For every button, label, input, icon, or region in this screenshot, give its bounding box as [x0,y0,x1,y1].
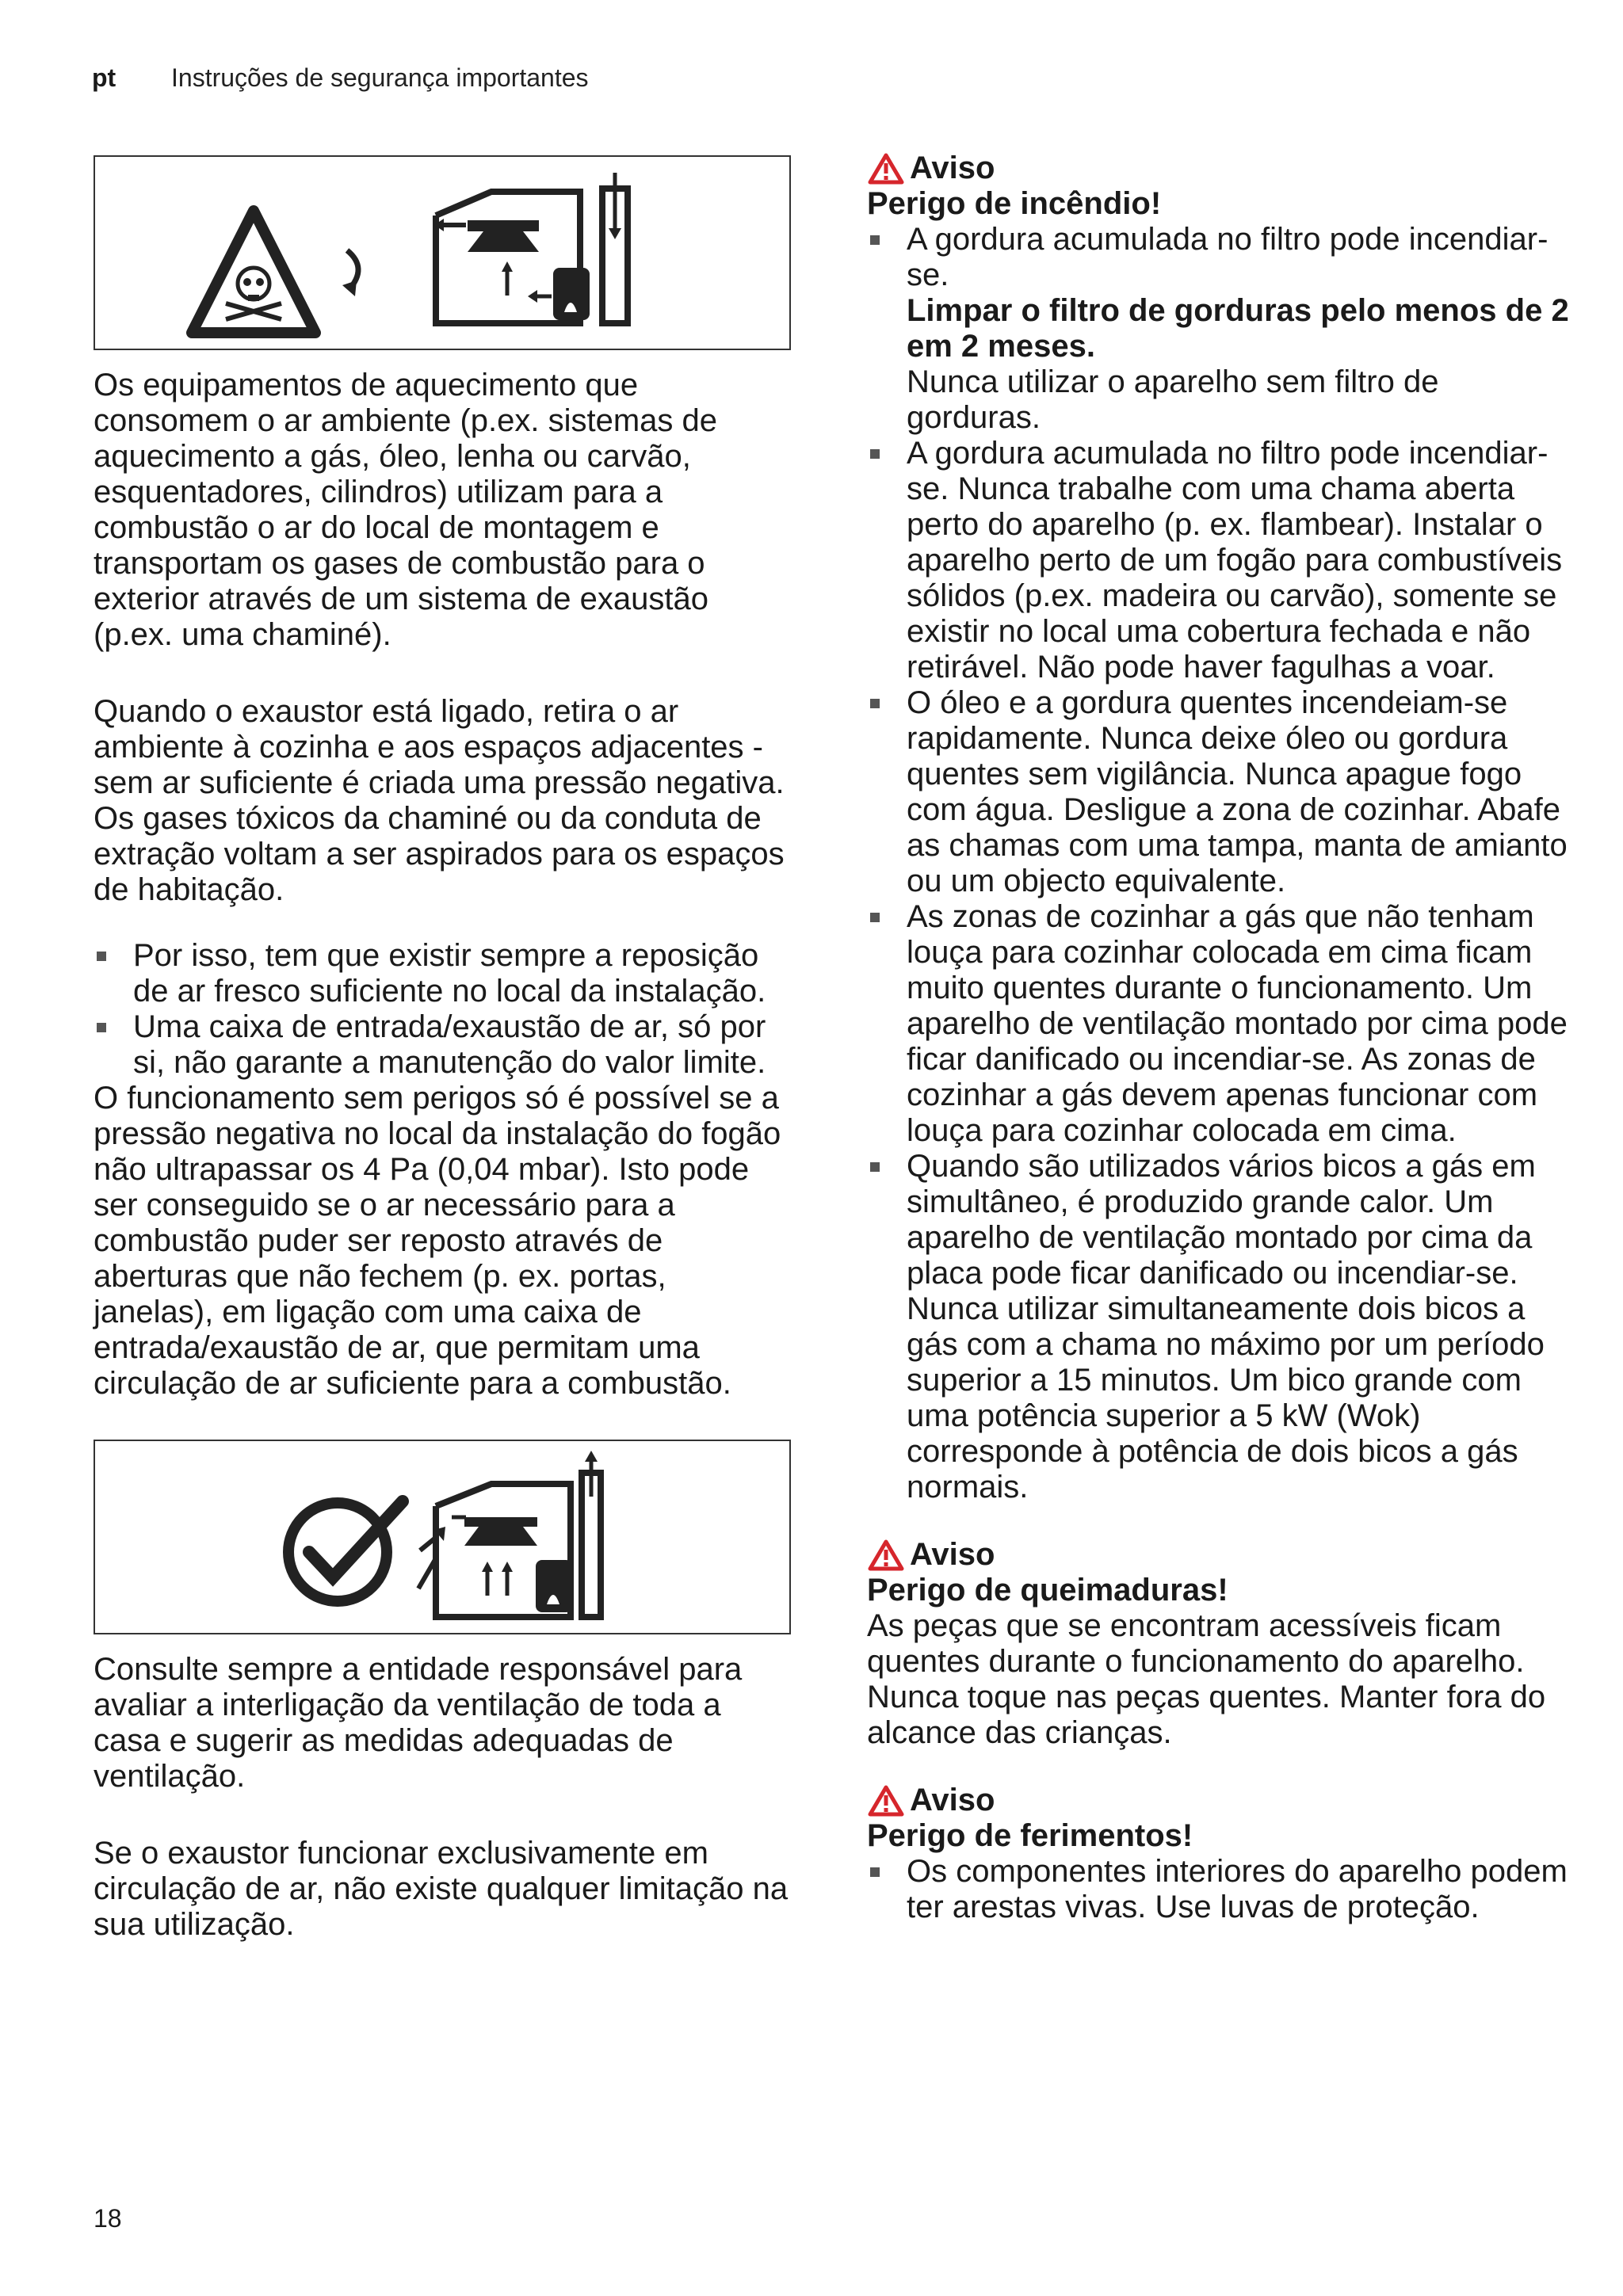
warning-injury [867,1783,1572,1925]
warning-injury-list [867,1854,1572,1925]
list-item: Os componentes interiores do aparelho podem ter arestas vivas. Use luvas de proteção. [867,1854,1572,1925]
warning-heading: Aviso [867,1783,1572,1818]
figure-correct-ventilation [94,1440,791,1634]
warning-fire-list [867,222,1572,1505]
list-item: A gordura acumulada no filtro pode incendiar-se. Limpar o filtro de gorduras pelo menos de 2 em 2 meses. Nunca utilizar o aparelho sem filtro de gorduras. [867,222,1572,436]
warning-title: Perigo de ferimentos! [867,1818,1193,1853]
bullet-square-icon [870,1867,880,1877]
left-column [94,155,791,1943]
language-code: pt [92,63,116,92]
bullet-square-icon [97,1023,106,1032]
warning-heading: Aviso [867,1537,1572,1573]
bullet-square-icon [870,1162,880,1172]
page-header [92,63,589,93]
house-illustration [434,173,628,323]
bullet-square-icon [870,449,880,459]
list-item: O óleo e a gordura quentes incendeiam-se rapidamente. Nunca deixe óleo ou gordura quentes sem vigilância. Nunca apague fogo com água. Desligue a zona de cozinhar. Abafe as chamas com uma tampa, manta de amianto ou um objecto equivalente. [867,685,1572,899]
paragraph-recirculation: Se o exaustor funcionar exclusivamente em circulação de ar, não existe qualquer limitação na sua utilização. [94,1836,789,1942]
bullet-square-icon [870,699,880,708]
list-item: As zonas de cozinhar a gás que não tenham louça para cozinhar colocada em cima ficam muito quentes durante o funcionamento. Um aparelho de ventilação montado por cima pode ficar danificado ou incendiar-se. As zonas de cozinhar a gás devem apenas funcionar com louça para cozinhar colocada em cima. [867,899,1572,1149]
section-title: Instruções de segurança importantes [171,63,589,92]
list-item: Quando são utilizados vários bicos a gás em simultâneo, é produzido grande calor. Um aparelho de ventilação montado por cima da placa pode ficar danificado ou incendiar-se. Nunca utilizar simultaneamente dois bicos a gás com a chama no máximo por um período superior a 15 minutos. Um bico grande com uma potência superior a 5 kW (Wok) corresponde à potência de dois bicos a gás normais. [867,1149,1572,1505]
warning-body: As peças que se encontram acessíveis ficam quentes durante o funcionamento do aparelho. Nunca toque nas peças quentes. Manter fora do alcance das crianças. [867,1608,1546,1750]
warning-triangle-icon [867,1539,905,1572]
house-illustration [418,1451,601,1617]
skull-warning-icon [192,211,315,333]
right-column [867,151,1572,1957]
paragraph-consult-authority: Consulte sempre a entidade responsável para avaliar a interligação da ventilação de toda a casa e sugerir as medidas adequadas de ventilação. [94,1652,743,1794]
warning-fire [867,151,1572,1505]
warning-heading: Aviso [867,151,1572,186]
warning-triangle-icon [867,1784,905,1817]
figure-danger-exhaust [94,155,791,350]
page-number: 18 [94,2204,122,2233]
warning-title: Perigo de queimaduras! [867,1573,1228,1608]
list-item: A gordura acumulada no filtro pode incendiar-se. Nunca trabalhe com uma chama aberta perto do aparelho (p. ex. flambear). Instalar o aparelho perto de um fogão para combustíveis sólidos (p.ex. madeira ou carvão), somente se existir no local uma cobertura fechada e não retirável. Não pode haver fagulhas a voar. [867,436,1572,685]
bullet-list-ventilation [94,938,791,1081]
paragraph-heating-equipment: Os equipamentos de aquecimento que consomem o ar ambiente (p.ex. sistemas de aquecimento a gás, óleo, lenha ou carvão, esquentadores, cilindros) utilizam para a combustão o ar do local de montagem e transportam os gases de combustão para o exterior através de um sistema de exaustão (p.ex. uma chaminé). [94,368,718,652]
warning-title: Perigo de incêndio! [867,186,1162,221]
list-item: Por isso, tem que existir sempre a reposição de ar fresco suficiente no local da instalação. [94,938,791,1009]
bullet-square-icon [870,235,880,245]
paragraph-negative-pressure: Quando o exaustor está ligado, retira o ar ambiente à cozinha e aos espaços adjacentes - sem ar suficiente é criada uma pressão negativa. Os gases tóxicos da chaminé ou da conduta de extração voltam a ser aspirados para os espaços de habitação. [94,694,785,907]
warning-triangle-icon [867,152,905,185]
checkmark-circle-icon [288,1501,403,1601]
bullet-square-icon [97,952,106,961]
bullet-square-icon [870,913,880,922]
paragraph-safe-operation: O funcionamento sem perigos só é possível se a pressão negativa no local da instalação do fogão não ultrapassar os 4 Pa (0,04 mbar). Isto pode ser conseguido se o ar necessário para a combustão puder ser reposto através de aberturas que não fechem (p. ex. portas, janelas), em ligação com uma caixa de entrada/exaustão de ar, que permitam uma circulação de ar suficiente para a combustão. [94,1081,781,1401]
warning-burns [867,1537,1572,1751]
list-item: Uma caixa de entrada/exaustão de ar, só por si, não garante a manutenção do valor limite. [94,1009,791,1081]
